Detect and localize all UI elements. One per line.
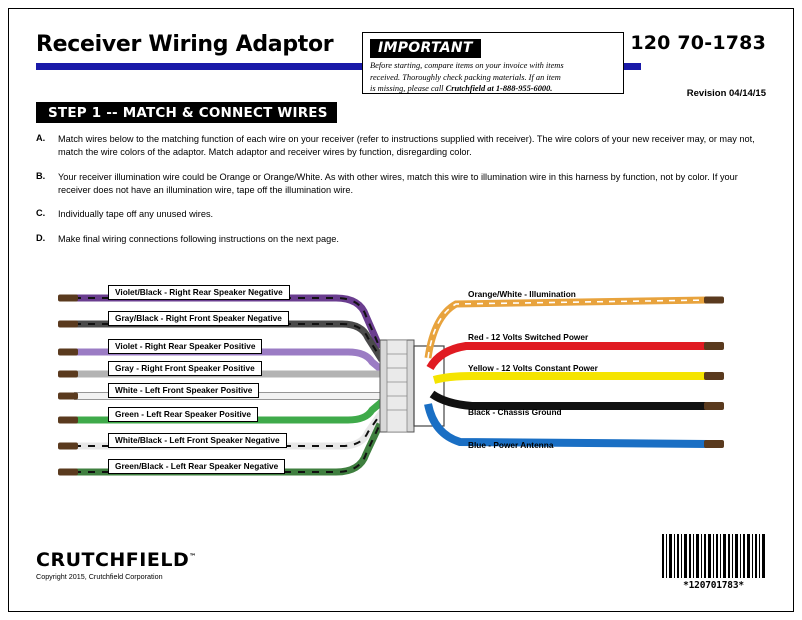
wire-label-yellow: Yellow - 12 Volts Constant Power: [468, 363, 598, 373]
instruction-letter: C.: [36, 208, 46, 219]
instruction-text: Your receiver illumination wire could be Orange or Orange/White. As with other wires, match this wire to illumination wire in this harness by function, not by color. If your receiver does not have an illumination wire, tape off the illumination wire.: [58, 171, 738, 196]
wire-label-violet-black: Violet/Black - Right Rear Speaker Negative: [108, 285, 290, 300]
wire-label-green-black: Green/Black - Left Rear Speaker Negative: [108, 459, 285, 474]
revision-date: Revision 04/14/15: [686, 88, 766, 99]
important-notice-text: [370, 60, 620, 95]
step-header-bar: STEP 1 -- MATCH & CONNECT WIRES: [36, 102, 337, 123]
instruction-text: Match wires below to the matching function of each wire on your receiver (refer to instructions supplied with receiver). The wire colors of your new receiver may, or may not, match the wire colors of the adaptor. Match adaptor and receiver wires by function, disregarding color.: [58, 134, 755, 158]
trademark-icon: ™: [189, 552, 197, 561]
wire-label-violet: Violet - Right Rear Speaker Positive: [108, 339, 262, 354]
wire-label-green: Green - Left Rear Speaker Positive: [108, 407, 258, 422]
important-phone: Crutchfield at 1-888-955-6000.: [445, 84, 553, 94]
barcode-number: *120701783*: [683, 580, 744, 591]
brand-logo-text: CRUTCHFIELD: [36, 549, 190, 571]
instruction-letter: D.: [36, 232, 46, 243]
instruction-letter: A.: [36, 133, 46, 143]
copyright-text: Copyright 2015, Crutchfield Corporation: [36, 572, 163, 581]
instruction-letter: B.: [36, 170, 46, 181]
instruction-item: [36, 133, 756, 160]
brand-logo: [36, 549, 197, 571]
wire-label-gray: Gray - Right Front Speaker Positive: [108, 361, 262, 376]
instruction-text: Make final wiring connections following instructions on the next page.: [58, 233, 339, 244]
instruction-text: Individually tape off any unused wires.: [58, 209, 214, 220]
part-number: 120 70-1783: [630, 32, 766, 54]
page-title: Receiver Wiring Adaptor: [36, 32, 334, 57]
wire-label-black: Black - Chassis Ground: [468, 407, 562, 417]
instruction-item: [36, 171, 756, 198]
important-notice-box: [362, 32, 624, 94]
wire-label-blue: Blue - Power Antenna: [468, 440, 554, 450]
important-line-2: received. Thoroughly check packing materials. If an item: [370, 72, 561, 82]
wire-label-red: Red - 12 Volts Switched Power: [468, 332, 589, 342]
wire-label-white-black: White/Black - Left Front Speaker Negative: [108, 433, 287, 448]
wire-label-gray-black: Gray/Black - Right Front Speaker Negative: [108, 311, 289, 326]
wire-label-orange-white: Orange/White - Illumination: [468, 289, 576, 299]
instructions-list: [36, 133, 756, 257]
wiring-diagram: [36, 276, 766, 506]
important-line-1: Before starting, compare items on your invoice with items: [370, 61, 564, 70]
important-line-3-prefix: is missing, please call: [370, 84, 446, 94]
instruction-item: [36, 233, 756, 246]
wire-label-white: White - Left Front Speaker Positive: [108, 383, 259, 398]
barcode-image: [661, 534, 766, 578]
instruction-item: [36, 208, 756, 221]
important-banner: IMPORTANT: [370, 39, 481, 58]
